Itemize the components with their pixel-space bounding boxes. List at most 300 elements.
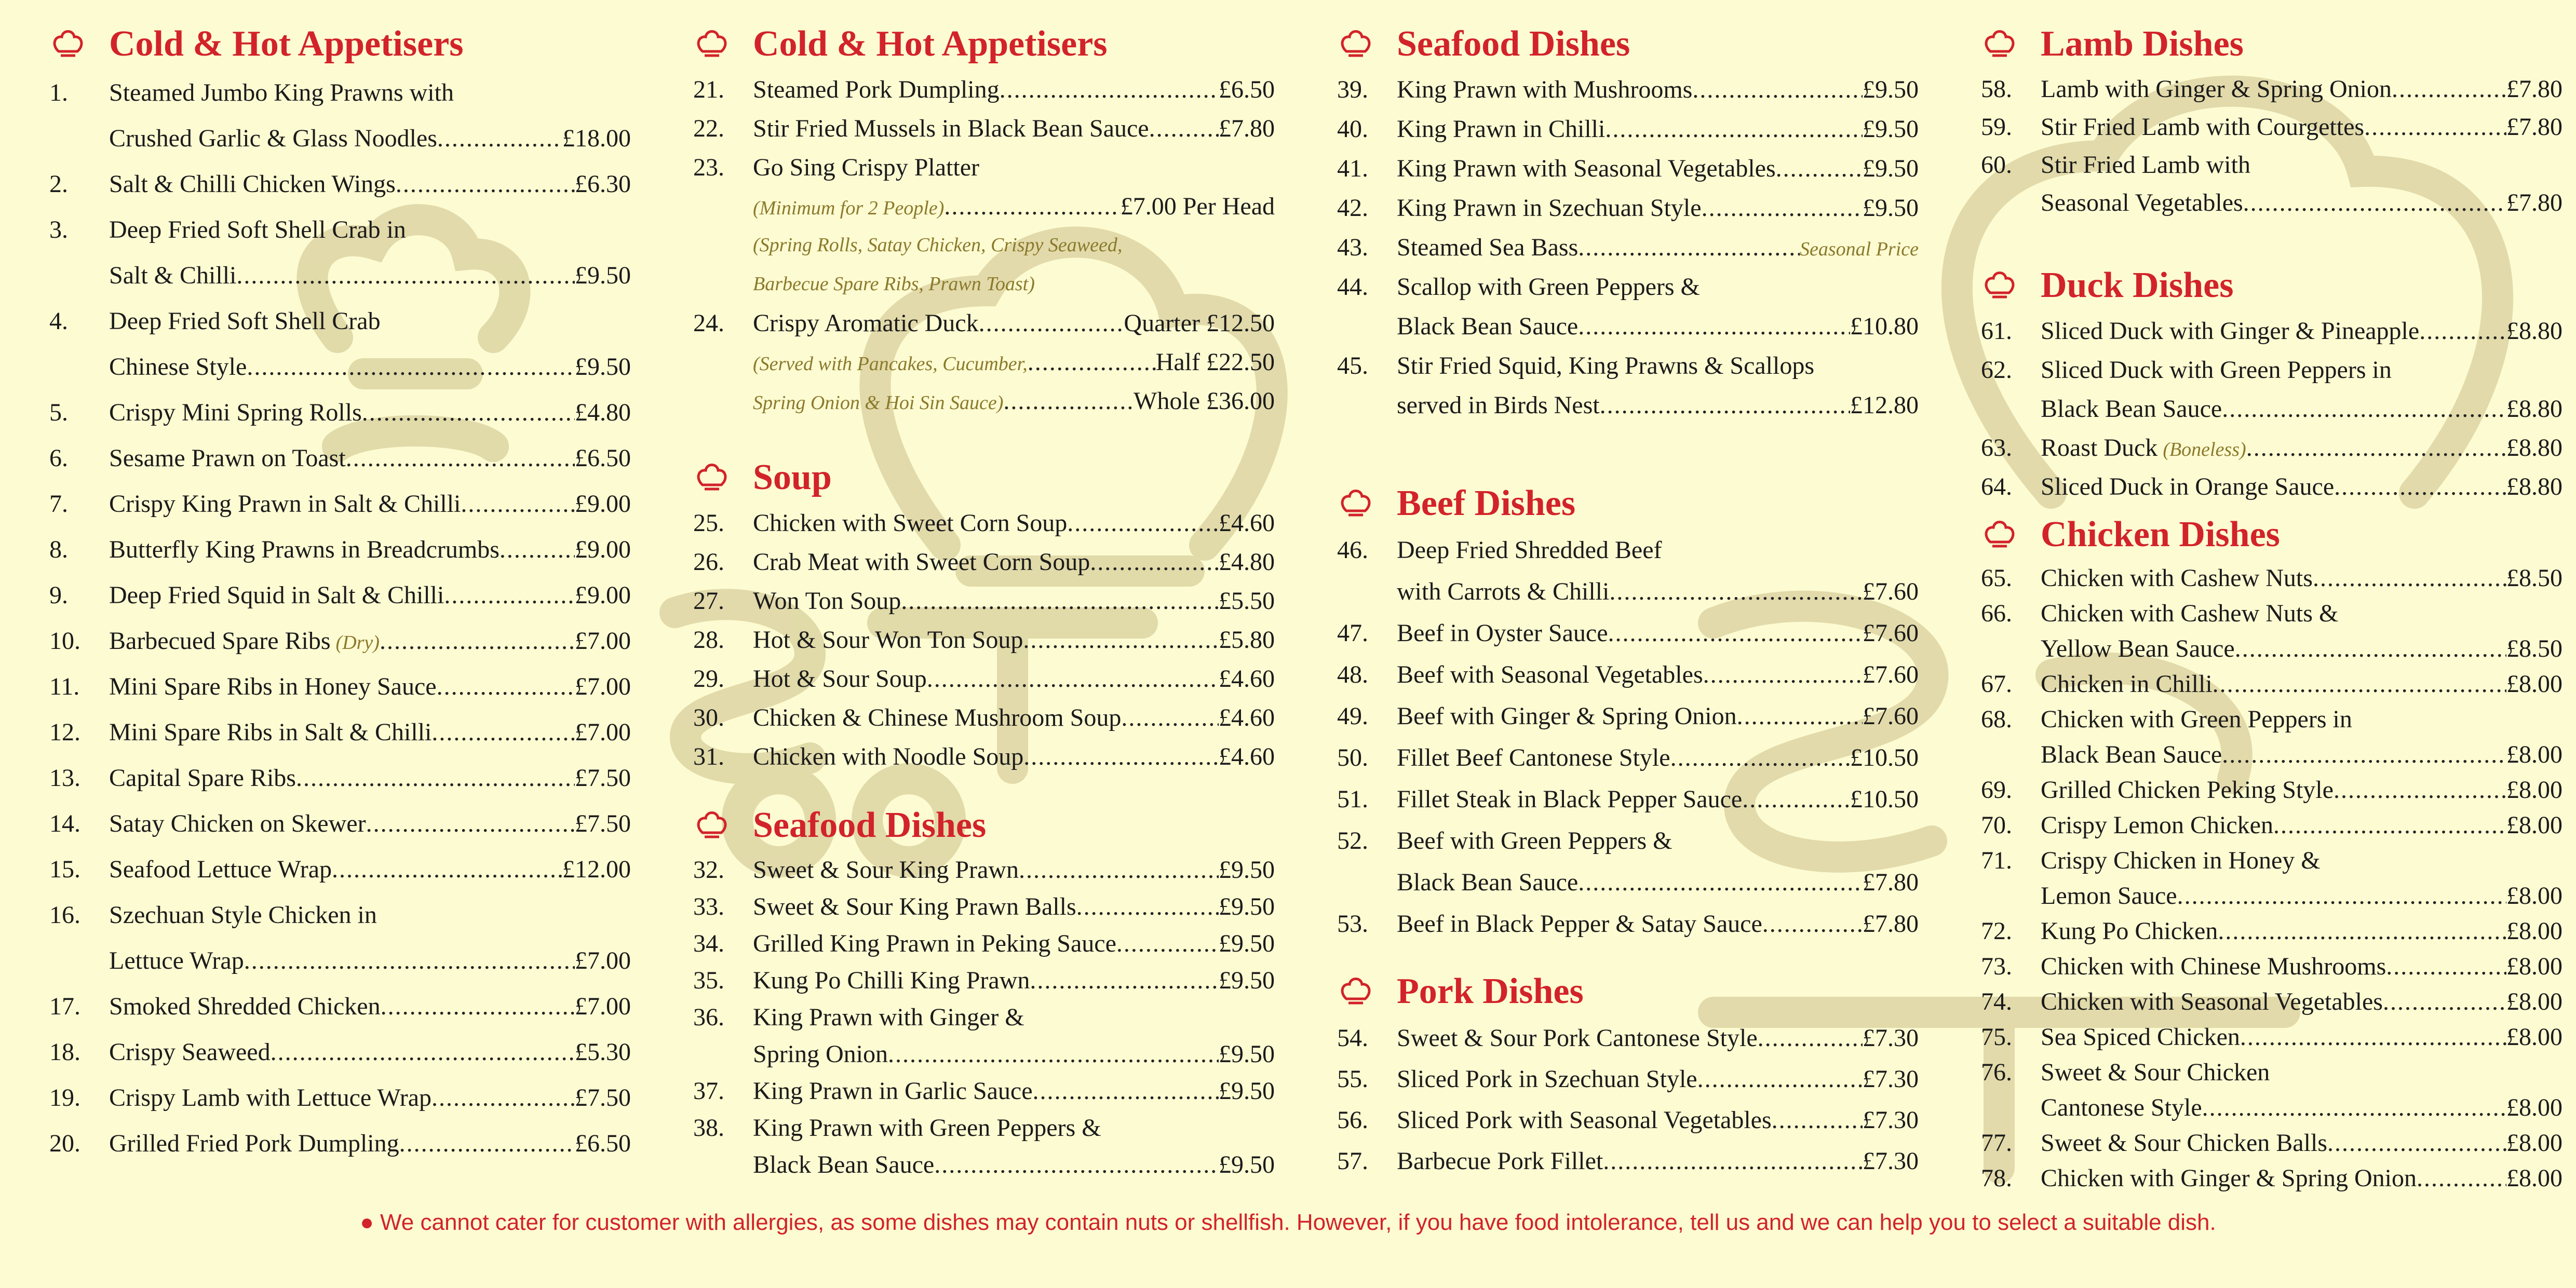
item-line: [2041, 1161, 2562, 1196]
item-price: £8.00: [2506, 988, 2562, 1015]
dot-leader: [1670, 737, 1850, 779]
item-number: 1.: [49, 79, 68, 106]
item-line: [2041, 467, 2562, 506]
item-number: 6.: [49, 444, 68, 472]
item-number: 17.: [49, 993, 80, 1020]
item-line: [1397, 862, 1919, 903]
menu-item: [1981, 702, 2562, 772]
item-name: King Prawn in Chilli: [1397, 115, 1606, 143]
item-line: [109, 207, 631, 253]
dot-leader: [1028, 343, 1156, 382]
menu-section: [49, 18, 631, 1167]
item-line: [753, 543, 1275, 581]
menu-item: [693, 698, 1275, 737]
item-name: Capital Spare Ribs: [109, 764, 296, 792]
item-number: 37.: [693, 1077, 724, 1105]
menu-item: [1981, 1161, 2562, 1196]
item-name: Chicken in Chilli: [2041, 670, 2213, 698]
dot-leader: [1578, 307, 1850, 346]
item-number: 2.: [49, 170, 68, 198]
item-name: Deep Fried Soft Shell Crab in: [109, 216, 406, 243]
section-title: Cold & Hot Appetisers: [109, 24, 464, 64]
dot-leader: [1703, 654, 1863, 696]
item-line: [1397, 779, 1919, 820]
menu-section: [693, 799, 1275, 1183]
menu-item: [693, 737, 1275, 776]
menu-item: [1981, 667, 2562, 702]
chef-hat-logo-icon: [693, 458, 731, 495]
dot-leader: [2222, 389, 2506, 428]
item-price: £7.00: [575, 947, 631, 974]
item-name: with Carrots & Chilli: [1397, 578, 1610, 605]
menu-item: [693, 70, 1275, 109]
item-number: 36.: [693, 1004, 724, 1031]
item-line: [753, 187, 1275, 226]
menu-item: [49, 481, 631, 527]
dot-leader: [346, 436, 575, 481]
section-heading: [1337, 478, 1919, 530]
item-name: Salt & Chilli Chicken Wings: [109, 170, 396, 198]
menu-section: [1981, 509, 2562, 1196]
item-price: £7.60: [1863, 661, 1919, 688]
item-price: £8.00: [2506, 953, 2562, 980]
item-line: [109, 847, 631, 892]
menu-item: [1981, 350, 2562, 428]
item-line: [753, 659, 1275, 698]
item-name: served in Birds Nest: [1397, 391, 1600, 419]
menu-item: [49, 847, 631, 892]
item-price: £8.80: [2506, 395, 2562, 423]
item-price: £9.50: [1219, 930, 1275, 957]
item-price: £4.60: [1219, 743, 1275, 770]
item-price: £7.00 Per Head: [1120, 193, 1275, 220]
item-number: 3.: [49, 216, 68, 243]
item-line: [753, 70, 1275, 109]
item-number: 70.: [1981, 811, 2012, 839]
menu-item: [693, 581, 1275, 620]
section-heading: [1337, 18, 1919, 70]
menu-item: [693, 851, 1275, 888]
menu-item: [49, 161, 631, 207]
item-price: £9.00: [575, 490, 631, 518]
menu-item: [1981, 808, 2562, 843]
item-name: Chicken & Chinese Mushroom Soup: [753, 704, 1122, 731]
item-number: 65.: [1981, 564, 2012, 592]
item-name: Steamed Pork Dumpling: [753, 76, 1000, 103]
chef-hat-logo-icon: [693, 806, 731, 843]
menu-item: [1981, 108, 2562, 146]
menu-item: [49, 1075, 631, 1121]
item-name: Go Sing Crispy Platter: [753, 154, 980, 181]
dot-leader: [380, 618, 575, 664]
item-number: 42.: [1337, 194, 1368, 222]
menu-item: [693, 109, 1275, 148]
menu-item: [49, 299, 631, 390]
dot-leader: [1000, 70, 1219, 109]
menu-item: [1337, 1141, 1919, 1182]
dot-leader: [296, 755, 575, 801]
item-name: Sweet & Sour King Prawn: [753, 856, 1019, 884]
item-line: [753, 1146, 1275, 1183]
item-number: 28.: [693, 626, 724, 654]
dot-leader: [2243, 184, 2506, 222]
item-price: £7.80: [1863, 910, 1919, 938]
item-line: [1397, 307, 1919, 346]
dot-leader: [901, 581, 1219, 620]
item-line: [1397, 820, 1919, 862]
item-name: King Prawn in Garlic Sauce: [753, 1077, 1033, 1105]
item-price: £8.80: [2506, 434, 2562, 462]
section-title: Seafood Dishes: [1397, 24, 1630, 64]
item-number: 19.: [49, 1084, 80, 1111]
item-number: 46.: [1337, 536, 1368, 564]
item-price: £9.50: [1219, 1077, 1275, 1105]
item-line: [2041, 1090, 2562, 1126]
item-line: [2041, 772, 2562, 808]
item-name: Sea Spiced Chicken: [2041, 1023, 2240, 1051]
item-line: [109, 664, 631, 710]
menu-item: [1981, 1055, 2562, 1126]
item-line: [1397, 110, 1919, 149]
menu-item: [1337, 149, 1919, 188]
menu-item: [49, 755, 631, 801]
dot-leader: [461, 481, 575, 527]
dot-leader: [2273, 808, 2506, 843]
item-price: £7.00: [575, 673, 631, 700]
item-line: [2041, 949, 2562, 984]
dot-leader: [1023, 737, 1219, 776]
item-line: [1397, 696, 1919, 737]
item-name: Kung Po Chicken: [2041, 917, 2218, 945]
menu-item: [1337, 188, 1919, 228]
dot-leader: [332, 847, 562, 892]
menu-item: [49, 1029, 631, 1075]
item-number: 73.: [1981, 953, 2012, 980]
item-name: Chicken with Seasonal Vegetables: [2041, 988, 2383, 1015]
item-name: Stir Fried Lamb with: [2041, 151, 2250, 179]
dot-leader: [431, 710, 575, 755]
section-title: Soup: [753, 457, 832, 497]
item-name: Sweet & Sour King Prawn Balls: [753, 893, 1076, 920]
item-name: King Prawn with Green Peppers &: [753, 1114, 1101, 1142]
item-number: 10.: [49, 627, 80, 655]
item-number: 75.: [1981, 1023, 2012, 1051]
item-line: [2041, 667, 2562, 702]
item-price: £8.50: [2506, 635, 2562, 662]
dot-leader: [396, 161, 575, 207]
menu-item: [1337, 654, 1919, 696]
menu-item: [1981, 949, 2562, 984]
item-line: [109, 253, 631, 299]
item-line: [109, 436, 631, 481]
item-line: [1397, 267, 1919, 307]
dot-leader: [399, 1121, 575, 1167]
item-number: 34.: [693, 930, 724, 957]
item-number: 50.: [1337, 744, 1368, 771]
item-line: [109, 299, 631, 344]
item-price: £12.80: [1850, 391, 1919, 419]
item-line: [1397, 654, 1919, 696]
item-number: 20.: [49, 1130, 80, 1157]
item-name: Sweet & Sour Chicken: [2041, 1059, 2270, 1086]
menu-item: [693, 504, 1275, 543]
chef-hat-logo-icon: [693, 24, 731, 62]
item-line: [753, 962, 1275, 999]
item-price: £8.00: [2506, 1129, 2562, 1157]
menu-item: [1981, 467, 2562, 506]
menu-item: [49, 527, 631, 573]
item-line: [753, 109, 1275, 148]
item-name: Steamed Jumbo King Prawns with: [109, 79, 454, 106]
item-number: 68.: [1981, 706, 2012, 733]
item-price: £7.30: [1863, 1147, 1919, 1175]
item-name: Sesame Prawn on Toast: [109, 444, 346, 472]
item-line: [2041, 808, 2562, 843]
dot-leader: [927, 659, 1219, 698]
item-line: [753, 737, 1275, 776]
item-name: Black Bean Sauce: [2041, 741, 2222, 768]
item-line: [109, 116, 631, 161]
item-line: [109, 801, 631, 847]
allergy-notice: [0, 1210, 2576, 1236]
menu-item: [693, 148, 1275, 187]
item-line: [753, 999, 1275, 1036]
item-number: 38.: [693, 1114, 724, 1142]
item-number: 60.: [1981, 151, 2012, 179]
menu-item: [1337, 70, 1919, 110]
item-name: Black Bean Sauce: [2041, 395, 2222, 423]
item-name: Seafood Lettuce Wrap: [109, 856, 332, 883]
item-line: [2041, 561, 2562, 596]
item-number: 62.: [1981, 356, 2012, 384]
menu-item: [49, 573, 631, 618]
item-name: Deep Fried Shredded Beef: [1397, 536, 1662, 564]
item-price: Quarter £12.50: [1124, 309, 1275, 337]
item-price: £7.00: [575, 718, 631, 746]
item-price: £9.50: [1863, 155, 1919, 182]
menu-item: [1337, 228, 1919, 267]
menu-item: [1981, 1126, 2562, 1161]
menu-item: [693, 343, 1275, 382]
item-price: £6.50: [575, 444, 631, 472]
item-number: 18.: [49, 1038, 80, 1066]
section-title: Duck Dishes: [2041, 265, 2234, 305]
section-title: Lamb Dishes: [2041, 24, 2244, 64]
item-line: [2041, 737, 2562, 772]
item-line: [109, 70, 631, 116]
item-name: Chinese Style: [109, 353, 247, 381]
item-number: 57.: [1337, 1147, 1368, 1175]
item-number: 63.: [1981, 434, 2012, 462]
section-heading: [1981, 509, 2562, 561]
menu-item: [1337, 1059, 1919, 1100]
menu-item: [1337, 110, 1919, 149]
section-title: Beef Dishes: [1397, 483, 1576, 523]
dot-leader: [236, 253, 575, 299]
item-price: £4.80: [1219, 548, 1275, 576]
item-line: [2041, 108, 2562, 146]
item-price: £8.80: [2506, 317, 2562, 345]
item-note: (Dry): [335, 632, 380, 654]
item-name: Beef with Seasonal Vegetables: [1397, 661, 1703, 688]
dot-leader: [1737, 696, 1863, 737]
item-name: Sweet & Sour Chicken Balls: [2041, 1129, 2327, 1157]
item-number: 77.: [1981, 1129, 2012, 1157]
dot-leader: [2334, 467, 2506, 506]
item-number: 40.: [1337, 115, 1368, 143]
section-heading: [693, 452, 1275, 504]
item-number: 71.: [1981, 847, 2012, 874]
item-price: £8.00: [2506, 1094, 2562, 1121]
section-heading: [693, 18, 1275, 70]
item-price: £8.80: [2506, 473, 2562, 500]
menu-item: [1337, 346, 1919, 425]
item-price: £9.00: [575, 581, 631, 609]
item-name: Beef with Ginger & Spring Onion: [1397, 702, 1737, 730]
dot-leader: [2327, 1126, 2506, 1161]
item-name: Sliced Pork with Seasonal Vegetables: [1397, 1106, 1772, 1134]
item-line: [2041, 184, 2562, 222]
item-name: Lamb with Ginger & Spring Onion: [2041, 75, 2392, 103]
item-line: [2041, 389, 2562, 428]
dot-leader: [2417, 1161, 2506, 1196]
item-price: £4.60: [1219, 509, 1275, 537]
dot-leader: [1076, 888, 1219, 925]
menu-section: [1981, 260, 2562, 506]
menu-item: [1337, 696, 1919, 737]
item-number: 54.: [1337, 1024, 1368, 1052]
item-line: [753, 581, 1275, 620]
dot-leader: [1697, 1059, 1863, 1100]
menu-item: [49, 801, 631, 847]
item-name: Butterfly King Prawns in Breadcrumbs: [109, 536, 500, 563]
item-line: [2041, 914, 2562, 949]
item-name: Chicken with Cashew Nuts &: [2041, 600, 2339, 627]
dot-leader: [944, 187, 1120, 226]
item-name: Cantonese Style: [2041, 1094, 2202, 1121]
item-name: Grilled Chicken Peking Style: [2041, 776, 2334, 804]
item-name: Scallop with Green Peppers &: [1397, 273, 1700, 301]
item-line: [1397, 228, 1919, 267]
dot-leader: [366, 801, 575, 847]
item-name: Crispy Chicken in Honey &: [2041, 847, 2321, 874]
item-number: 14.: [49, 810, 80, 837]
menu-item: [1981, 843, 2562, 914]
item-number: 25.: [693, 509, 724, 537]
dot-leader: [1758, 1018, 1863, 1059]
item-price: £7.60: [1863, 702, 1919, 730]
item-number: 13.: [49, 764, 80, 792]
item-number: 59.: [1981, 113, 2012, 141]
menu-item: [693, 1073, 1275, 1109]
menu-item: [49, 1121, 631, 1167]
item-number: 24.: [693, 309, 724, 337]
item-name: King Prawn with Mushrooms: [1397, 76, 1693, 103]
item-price: £9.50: [575, 262, 631, 289]
item-number: 47.: [1337, 619, 1368, 647]
item-line: [109, 1029, 631, 1075]
item-number: 32.: [693, 856, 724, 884]
item-number: 7.: [49, 490, 68, 518]
menu-item: [1981, 561, 2562, 596]
item-price: £10.80: [1850, 313, 1919, 340]
item-price: £7.30: [1863, 1065, 1919, 1093]
item-price: £7.60: [1863, 619, 1919, 647]
item-note: Barbecue Spare Ribs, Prawn Toast): [753, 273, 1035, 295]
item-price: £8.00: [2506, 1164, 2562, 1192]
item-name: Lemon Sauce: [2041, 882, 2177, 910]
item-name: Deep Fried Soft Shell Crab: [109, 307, 381, 335]
item-line: [109, 344, 631, 390]
dot-leader: [2202, 1090, 2506, 1126]
item-price: £7.00: [575, 993, 631, 1020]
menu-column-3: [1337, 0, 1919, 1210]
item-name: Chicken with Chinese Mushrooms: [2041, 953, 2386, 980]
item-line: [753, 382, 1275, 421]
item-line: [2041, 311, 2562, 350]
menu-item: [693, 999, 1275, 1073]
dot-leader: [1578, 228, 1800, 267]
item-name: Hot & Sour Won Ton Soup: [753, 626, 1023, 654]
item-number: 26.: [693, 548, 724, 576]
item-name: Chicken with Ginger & Spring Onion: [2041, 1164, 2417, 1192]
item-line: [109, 481, 631, 527]
item-line: [1397, 346, 1919, 386]
item-line: [753, 851, 1275, 888]
dot-leader: [1600, 386, 1850, 425]
item-number: 22.: [693, 115, 724, 142]
item-line: [109, 527, 631, 573]
item-name: Szechuan Style Chicken in: [109, 901, 377, 929]
item-note: Spring Onion & Hoi Sin Sauce): [753, 392, 1004, 414]
dot-leader: [1121, 698, 1219, 737]
item-price: £4.60: [1219, 665, 1275, 693]
item-name: Stir Fried Lamb with Courgettes: [2041, 113, 2365, 141]
menu-item: [1981, 914, 2562, 949]
dot-leader: [1605, 110, 1863, 149]
menu-item: [1337, 267, 1919, 346]
dot-leader: [1603, 1141, 1863, 1182]
dot-leader: [1003, 382, 1134, 421]
item-name: Roast Duck: [2041, 434, 2158, 462]
chef-hat-logo-icon: [1337, 24, 1374, 62]
item-number: 61.: [1981, 317, 2012, 345]
item-price: £5.80: [1219, 626, 1275, 654]
item-name: Deep Fried Squid in Salt & Chilli: [109, 581, 444, 609]
dot-leader: [1019, 851, 1219, 888]
item-name: Barbecue Pork Fillet: [1397, 1147, 1603, 1175]
item-name: Chicken with Sweet Corn Soup: [753, 509, 1068, 537]
item-name: Chicken with Noodle Soup: [753, 743, 1024, 770]
item-line: [2041, 1020, 2562, 1055]
menu-item: [693, 925, 1275, 962]
item-price: £8.50: [2506, 564, 2562, 592]
item-number: 39.: [1337, 76, 1368, 103]
item-name: King Prawn with Seasonal Vegetables: [1397, 155, 1776, 182]
menu-item: [49, 207, 631, 299]
item-name: Hot & Sour Soup: [753, 665, 927, 693]
menu-section: [1337, 966, 1919, 1182]
item-name: Fillet Beef Cantonese Style: [1397, 744, 1670, 771]
item-number: 66.: [1981, 600, 2012, 627]
item-name: Chicken with Green Peppers in: [2041, 706, 2352, 733]
menu-section: [1337, 478, 1919, 945]
item-name: Sliced Pork in Szechuan Style: [1397, 1065, 1697, 1093]
dot-leader: [437, 664, 575, 710]
item-price: £7.30: [1863, 1106, 1919, 1134]
item-number: 12.: [49, 718, 80, 746]
item-price: Half £22.50: [1155, 348, 1275, 376]
